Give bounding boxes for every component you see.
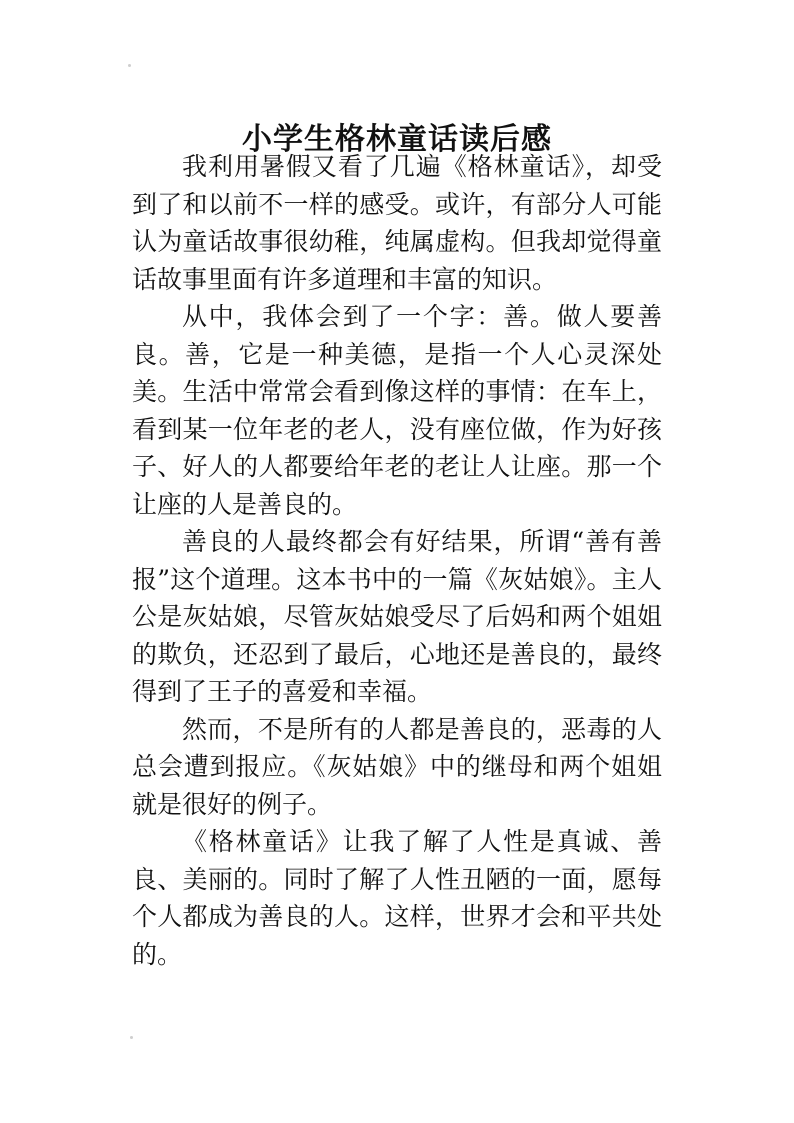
paragraph: 然而，不是所有的人都是善良的，恶毒的人总会遭到报应。《灰姑娘》中的继母和两个姐姐就是很好的例子。: [132, 714, 662, 819]
paragraph: 从中，我体会到了一个字：善。做人要善良。善，它是一种美德，是指一个人心灵深处美。生活中常常会看到像这样的事情：在车上，看到某一位年老的老人，没有座位做，作为好孩子、好人的人都要给年老的老让人让座。那一个让座的人是善良的。: [132, 302, 662, 519]
document-body: [132, 148, 662, 973]
paragraph: 善良的人最终都会有好结果，所谓“善有善报”这个道理。这本书中的一篇《灰姑娘》。主人公是灰姑娘，尽管灰姑娘受尽了后妈和两个姐姐的欺负，还忍到了最后，心地还是善良的，最终得到了王子的喜爱和幸福。: [132, 527, 662, 706]
paragraph: 《格林童话》让我了解了人性是真诚、善良、美丽的。同时了解了人性丑陋的一面，愿每个人都成为善良的人。这样，世界才会和平共处的。: [132, 827, 662, 969]
document-title: 小学生格林童话读后感: [242, 122, 552, 158]
scan-mark: [130, 1036, 133, 1039]
paragraph: 我利用暑假又看了几遍《格林童话》，却受到了和以前不一样的感受。或许，有部分人可能认为童话故事很幼稚，纯属虚构。但我却觉得童话故事里面有许多道理和丰富的知识。: [132, 152, 662, 294]
scan-mark: [128, 64, 131, 67]
